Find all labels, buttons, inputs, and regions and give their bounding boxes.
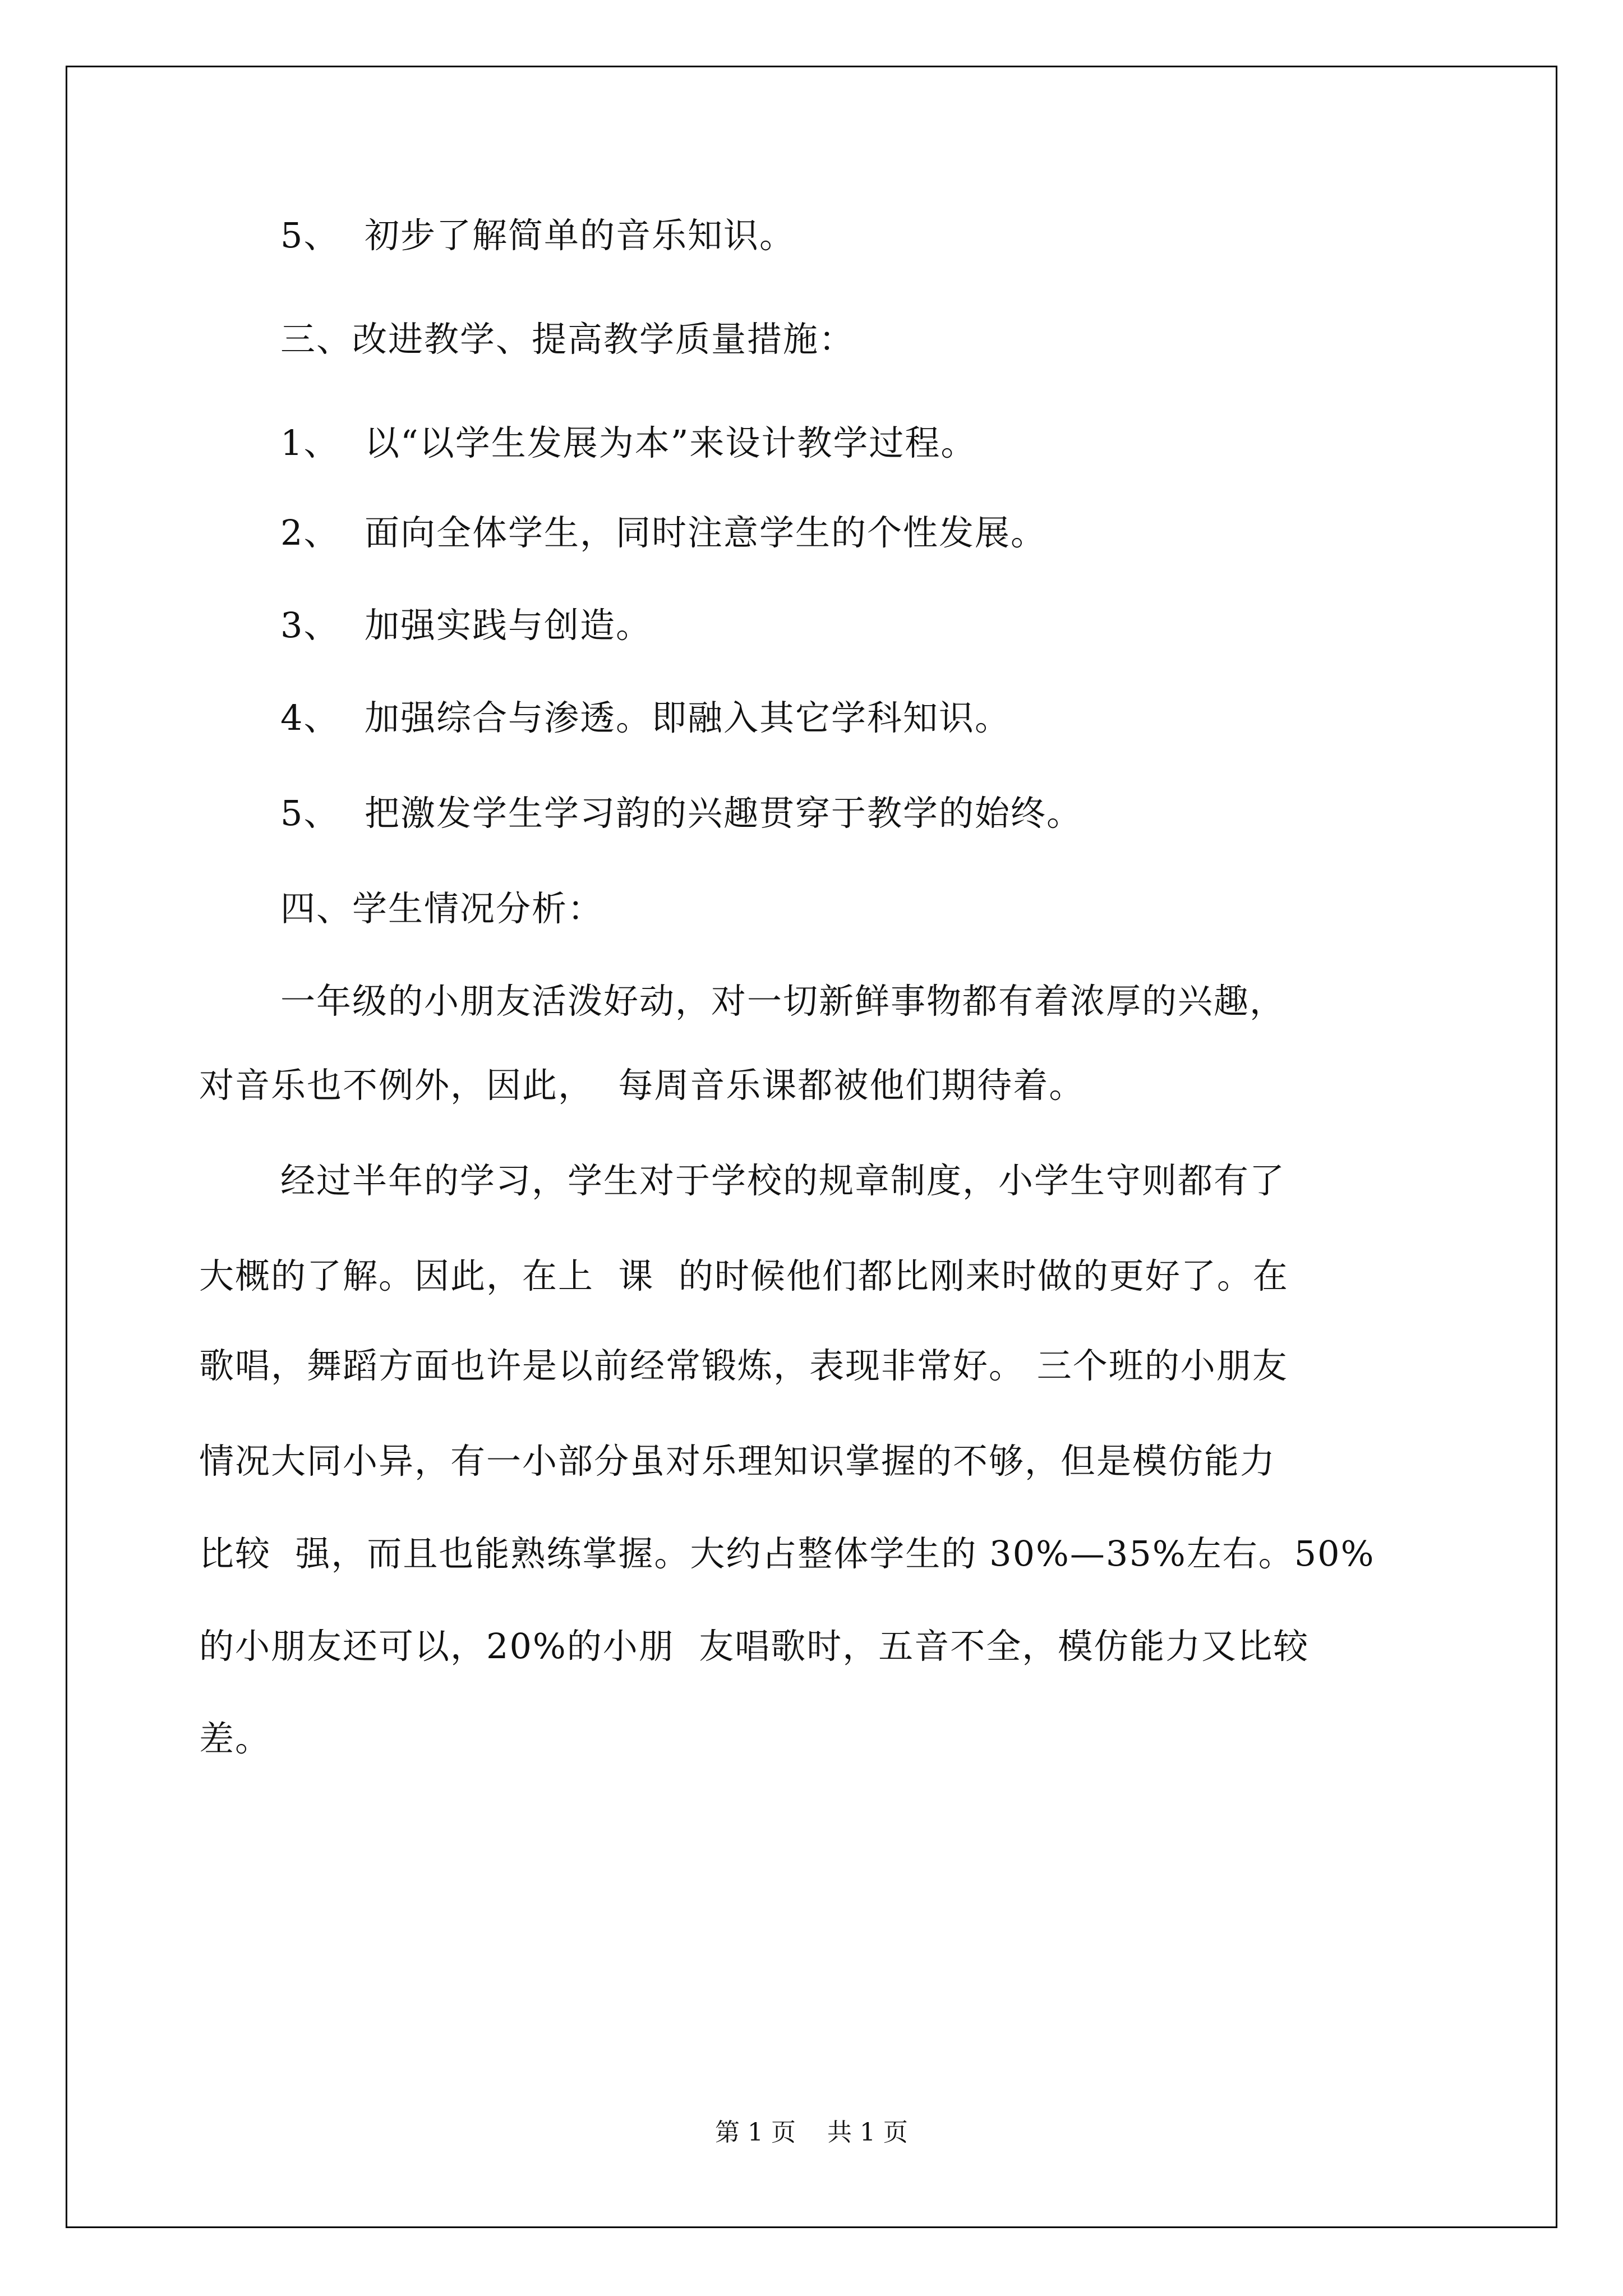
paragraph-line: 对音乐也不例外，因此， 每周音乐课都被他们期待着。 xyxy=(199,1065,1085,1106)
paragraph-line: 的小朋友还可以，20%的小朋 友唱歌时，五音不全，模仿能力又比较 xyxy=(199,1626,1310,1667)
measure-item-5 xyxy=(280,791,1082,836)
measure-item-2 xyxy=(280,510,1046,555)
list-item-5 xyxy=(280,213,795,258)
page-footer: 第 1 页 共 1 页 xyxy=(715,2118,908,2147)
list-text: 以“以学生发展为本”来设计教学过程。 xyxy=(365,422,977,463)
paragraph-line: 情况大同小异，有一小部分虽对乐理知识掌握的不够，但是模仿能力 xyxy=(199,1441,1276,1481)
list-text: 面向全体学生，同时注意学生的个性发展。 xyxy=(365,512,1047,553)
measure-item-3 xyxy=(280,603,652,648)
list-number: 3、 xyxy=(280,605,340,646)
list-text: 初步了解简单的音乐知识。 xyxy=(365,215,796,256)
list-number: 5、 xyxy=(280,793,340,834)
page-border xyxy=(66,66,1557,2228)
paragraph-line: 大概的了解。因此，在上 课 的时候他们都比刚来时做的更好了。在 xyxy=(199,1255,1289,1296)
section-heading-4: 四、学生情况分析： xyxy=(280,888,604,929)
paragraph-line: 一年级的小朋友活泼好动，对一切新鲜事物都有着浓厚的兴趣， xyxy=(280,981,1286,1022)
paragraph-line: 比较 强，而且也能熟练掌握。大约占整体学生的 30%—35%左右。50% xyxy=(199,1533,1375,1574)
paragraph-line: 歌唱，舞蹈方面也许是以前经常锻炼，表现非常好。 三个班的小朋友 xyxy=(199,1345,1288,1386)
measure-item-4 xyxy=(280,696,1011,740)
paragraph-line: 经过半年的学习，学生对于学校的规章制度，小学生守则都有了 xyxy=(280,1160,1286,1201)
paragraph-line: 差。 xyxy=(199,1718,271,1759)
list-text: 加强综合与渗透。即融入其它学科知识。 xyxy=(365,697,1011,738)
list-text: 把激发学生学习韵的兴趣贯穿于教学的始终。 xyxy=(365,793,1083,834)
list-number: 1、 xyxy=(280,422,340,463)
list-number: 2、 xyxy=(280,512,340,553)
section-heading-3: 三、改进教学、提高教学质量措施： xyxy=(280,319,855,360)
list-number: 5、 xyxy=(280,215,340,256)
list-number: 4、 xyxy=(280,697,340,738)
measure-item-1 xyxy=(280,421,976,466)
list-text: 加强实践与创造。 xyxy=(365,605,652,646)
